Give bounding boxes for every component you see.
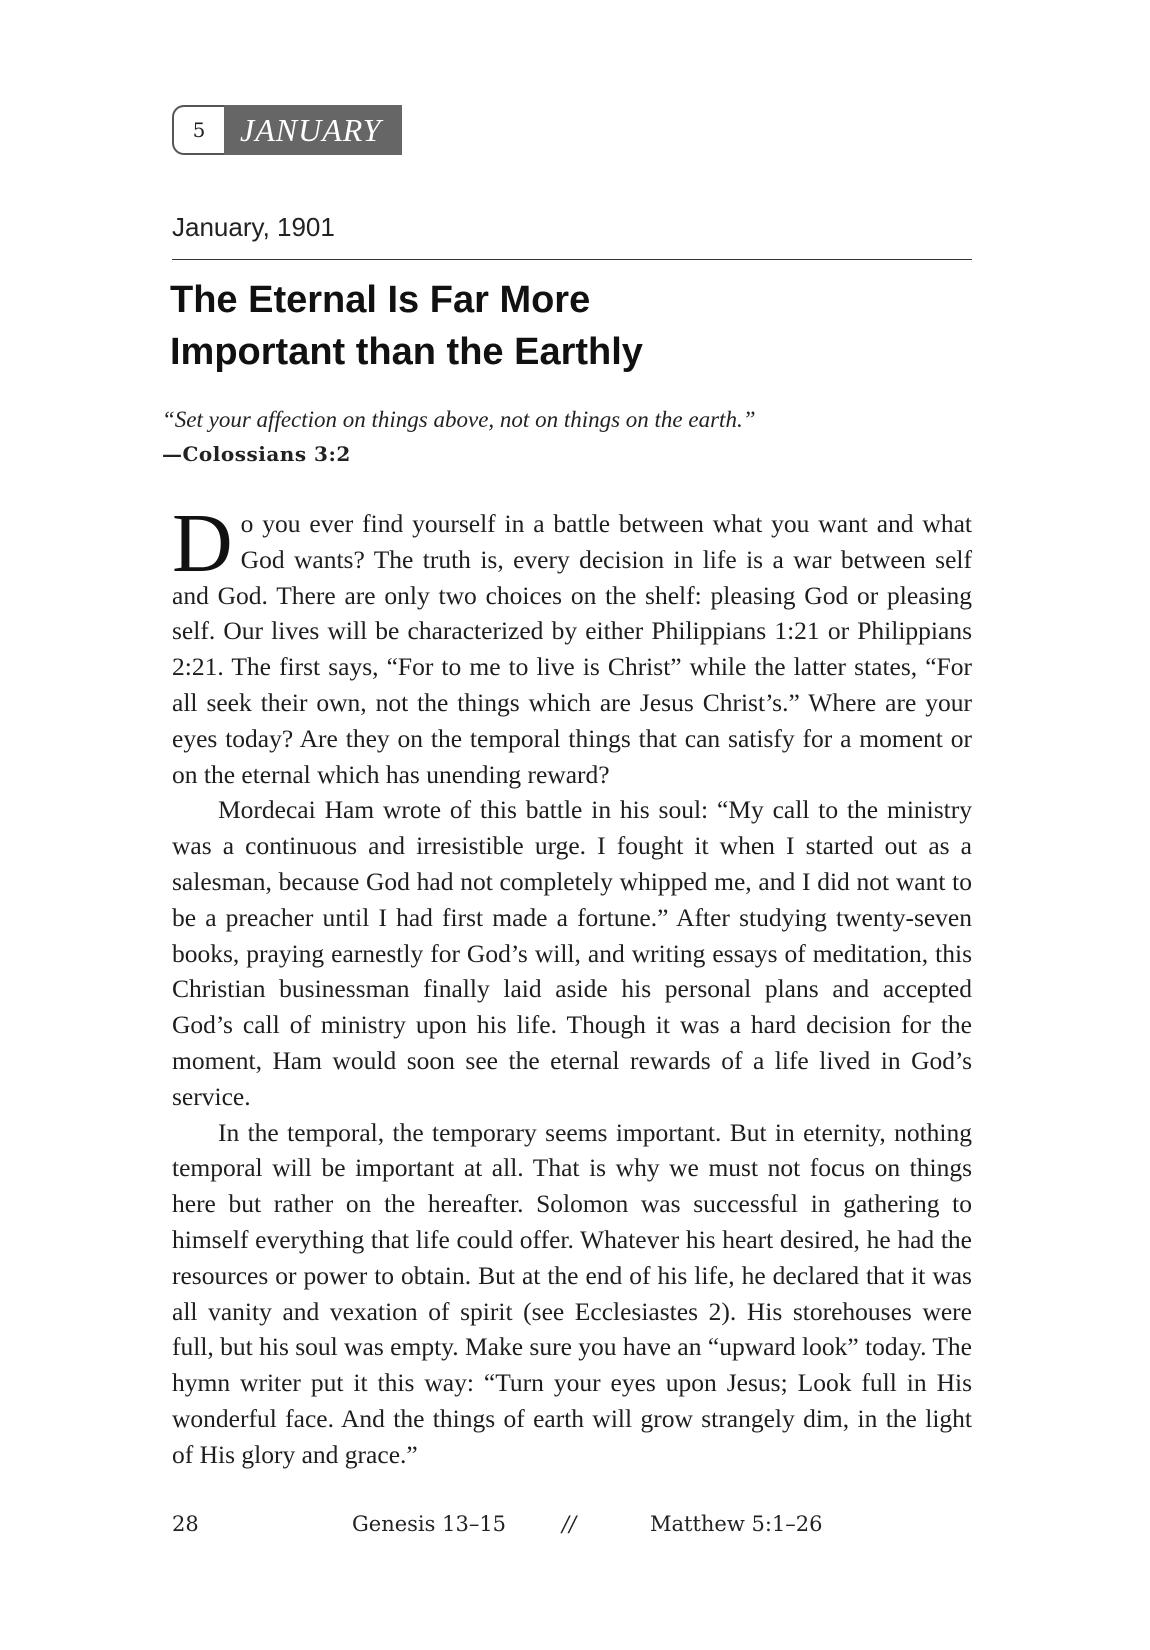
date-line: January, 1901 [172,212,335,242]
scripture-verse [162,403,982,471]
divider [172,259,972,260]
reading-separator: // [562,1512,577,1536]
reading-new-testament: Matthew 5:1–26 [650,1512,823,1536]
page-title [170,274,970,378]
day-number: 5 [172,105,224,155]
verse-reference: —Colossians 3:2 [162,442,351,466]
title-line-1: The Eternal Is Far More [170,279,591,321]
reading-old-testament: Genesis 13–15 [352,1512,507,1536]
drop-cap: D [172,497,233,590]
paragraph-3: In the temporal, the temporary seems important. But in eternity, nothing temporal will be important at all. That is why we must not focus on things here but rather on the hereafter. Solomon was successful in gathering to himself everything that life could offer. Whatever his heart desired, he had the resources or power to obtain. But at the end of his life, he declared that it was all vanity and vexation of spirit (see Ecclesiastes 2). His storehouses were full, but his soul was empty. Make sure you have an “upward look” today. The hymn writer put it this way: “Turn your eyes upon Jesus; Look full in His wonderful face. And the things of earth will grow strangely dim, in the light of His glory and grace.” [172,1117,973,1469]
paragraph-1-text: o you ever find yourself in a battle between what you want and what God wants? The truth is, every decision in life is a war between self and God. There are only two choices on the shelf: pleasing God or pleasing self. Our lives will be characterized by either Philippians 1:21 or Philippians 2:21. The first says, “For to me to live is Christ” while the latter states, “For all seek their own, not the things which are Jesus Christ’s.” Where are your eyes today? Are they on the temporal things that can satisfy for a moment or on the eternal which has unending reward? [172,509,972,789]
page-footer [172,1512,972,1542]
verse-text: “Set your affection on things above, not on things on the earth.” [162,407,756,432]
page-number: 28 [172,1512,199,1536]
paragraph-2: Mordecai Ham wrote of this battle in his soul: “My call to the ministry was a continuous and irresistible urge. I fought it when I started out as a salesman, because God had not completely whipped me, and I did not want to be a preacher until I had first made a fortune.” After studying twenty-seven books, praying earnestly for God’s will, and writing essays of meditation, this Christian businessman finally laid aside his personal plans and accepted God’s call of ministry upon his life. Though it was a hard decision for the moment, Ham would soon see the eternal rewards of a life lived in God’s service. [172,795,972,1111]
title-line-2: Important than the Earthly [170,331,643,373]
paragraph-1 [172,497,972,792]
month-label: JANUARY [224,105,402,155]
date-tab [172,105,402,155]
devotional-body [172,497,973,1473]
